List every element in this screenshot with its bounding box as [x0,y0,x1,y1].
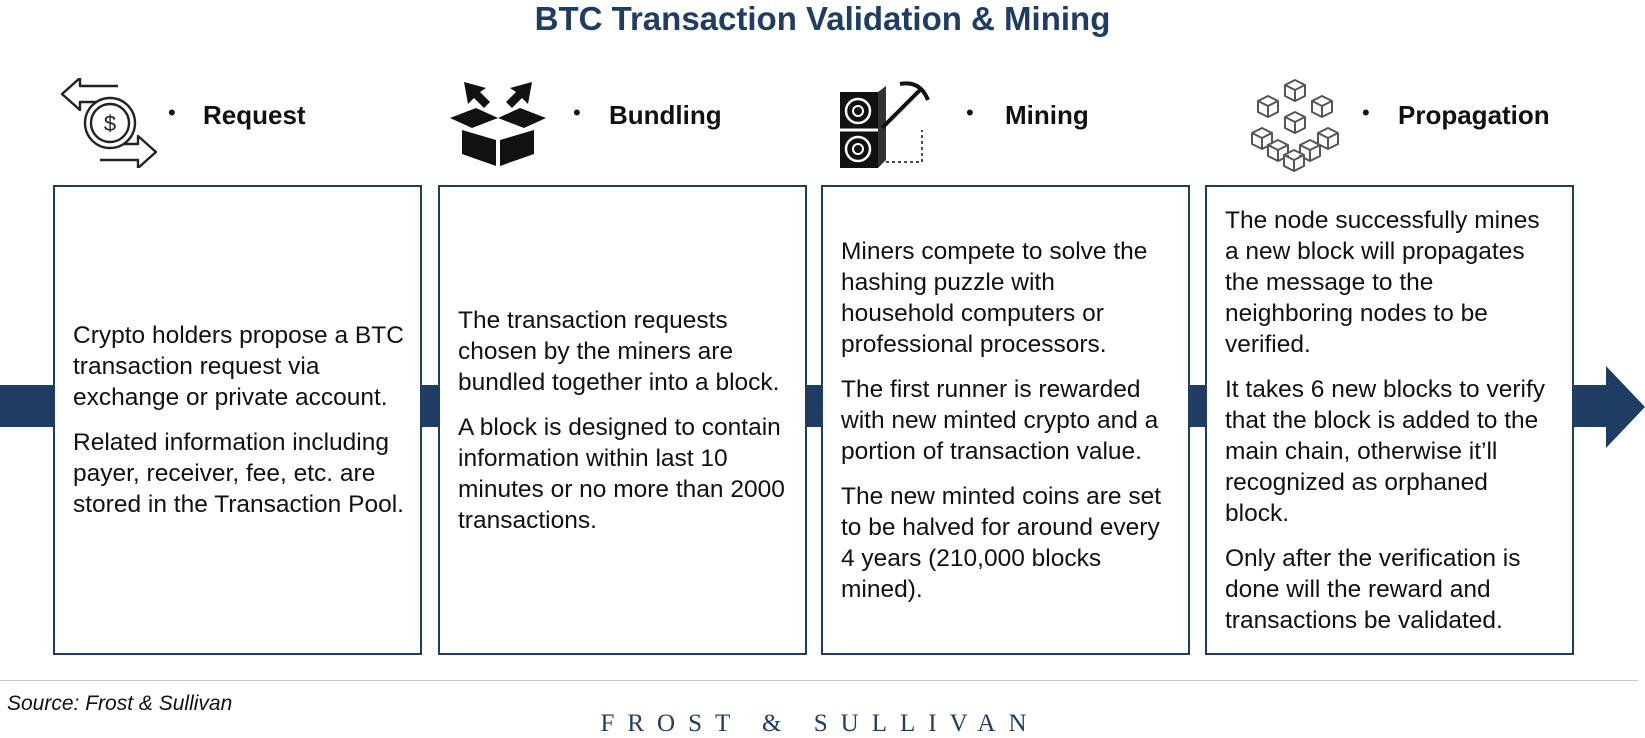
brand-logo: FROST & SULLIVAN [600,710,1040,737]
step-card-request [53,185,422,655]
step-header-request [60,78,400,174]
step-bullet: • [1362,100,1370,125]
step-bullet: • [573,100,581,125]
step-label-request: Request [203,100,306,130]
card-paragraph: The new minted coins are set to be halved for around every 4 years (210,000 blocks mined). [841,482,1162,603]
step-card-mining [821,185,1190,655]
step-label-mining: Mining [1005,100,1089,130]
box-bundle-icon [446,78,550,173]
step-bullet: • [966,100,974,125]
step-bullet: • [168,100,176,125]
card-paragraph: Crypto holders propose a BTC transaction request via exchange or private account. [73,322,404,411]
step-header-propagation [1250,78,1610,174]
card-paragraph: It takes 6 new blocks to verify that the block is added to the main chain, otherwise it’ll recognized as orphaned block. [1225,375,1545,527]
footer-divider [0,680,1638,681]
source-note: Source: Frost & Sullivan [7,692,233,715]
card-paragraph: A block is designed to contain information within last 10 minutes or no more than 2000 transactions. [458,413,785,534]
step-header-mining [838,78,1178,174]
step-label-bundling: Bundling [609,100,722,130]
step-card-propagation [1205,185,1574,655]
card-paragraph: The first runner is rewarded with new minted crypto and a portion of transaction value. [841,375,1159,465]
card-paragraph: The node successfully mines a new block will propagates the message to the neighboring nodes to be verified. [1225,206,1540,358]
process-flow-arrowhead [1606,366,1645,448]
card-paragraph: Only after the verification is done will the reward and transactions be validated. [1225,544,1521,634]
page-title: BTC Transaction Validation & Mining [534,0,1111,37]
step-header-bundling [446,78,786,174]
card-paragraph: Miners compete to solve the hashing puzzle with household computers or professional processors. [841,237,1148,358]
step-card-bundling [438,185,807,655]
card-paragraph: The transaction requests chosen by the miners are bundled together into a block. [458,306,780,396]
mining-rig-pickaxe-icon [838,78,934,175]
currency-exchange-icon [60,78,160,173]
card-paragraph: Related information including payer, receiver, fee, etc. are stored in the Transaction Pool. [73,429,404,518]
step-label-propagation: Propagation [1398,100,1550,130]
svg-text:$: $ [103,111,117,136]
blockchain-cubes-icon [1250,78,1340,177]
